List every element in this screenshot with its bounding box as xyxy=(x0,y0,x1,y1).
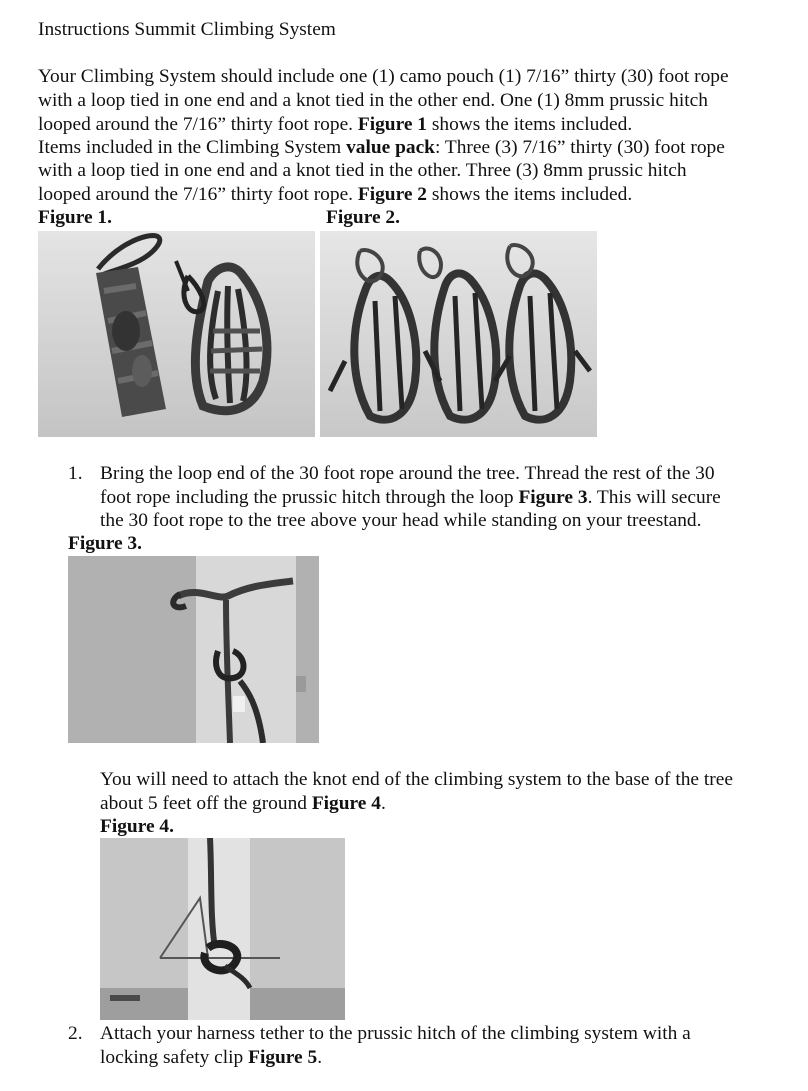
step-number: 1. xyxy=(68,463,83,484)
page-title: Instructions Summit Climbing System xyxy=(38,19,336,40)
intro-line: looped around the 7/16” thirty foot rope. Figure 2 shows the items included. xyxy=(38,184,633,205)
paragraph-line: about 5 feet off the ground Figure 4. xyxy=(100,793,386,814)
figure-1-photo xyxy=(38,231,315,437)
figure-1-caption: Figure 1. xyxy=(38,207,112,228)
figure-4-photo xyxy=(100,838,345,1020)
figure-2-photo xyxy=(320,231,597,437)
paragraph-line: You will need to attach the knot end of the climbing system to the base of the tree xyxy=(100,769,733,790)
figure-ref: Figure 3 xyxy=(518,487,588,508)
intro-line: with a loop tied in one end and a knot tied in the other end. One (1) 8mm prussic hitch xyxy=(38,90,708,111)
figure-ref: Figure 4 xyxy=(311,793,381,814)
step-line: locking safety clip Figure 5. xyxy=(100,1047,323,1068)
figure-3-caption: Figure 3. xyxy=(68,533,142,554)
intro-line: looped around the 7/16” thirty foot rope. Figure 1 shows the items included. xyxy=(38,114,633,135)
step-line: Attach your harness tether to the prussic hitch of the climbing system with a xyxy=(100,1023,691,1044)
step-number: 2. xyxy=(68,1023,83,1044)
figure-3-photo xyxy=(68,556,319,743)
step-line: foot rope including the prussic hitch through the loop Figure 3. This will secure xyxy=(100,487,721,508)
step-line: Bring the loop end of the 30 foot rope around the tree. Thread the rest of the 30 xyxy=(100,463,715,484)
figure-ref: Figure 1 xyxy=(357,114,427,135)
step-line: the 30 foot rope to the tree above your head while standing on your treestand. xyxy=(100,510,702,531)
intro-line: Items included in the Climbing System value pack: Three (3) 7/16” thirty (30) foot rope xyxy=(38,137,725,158)
value-pack-label: value pack xyxy=(346,137,435,158)
intro-line: Your Climbing System should include one (1) camo pouch (1) 7/16” thirty (30) foot rope xyxy=(38,66,729,87)
figure-ref: Figure 5 xyxy=(248,1047,318,1068)
figure-2-caption: Figure 2. xyxy=(326,207,400,228)
intro-line: with a loop tied in one end and a knot tied in the other. Three (3) 8mm prussic hitch xyxy=(38,160,687,181)
figure-ref: Figure 2 xyxy=(357,184,427,205)
figure-4-caption: Figure 4. xyxy=(100,816,174,837)
